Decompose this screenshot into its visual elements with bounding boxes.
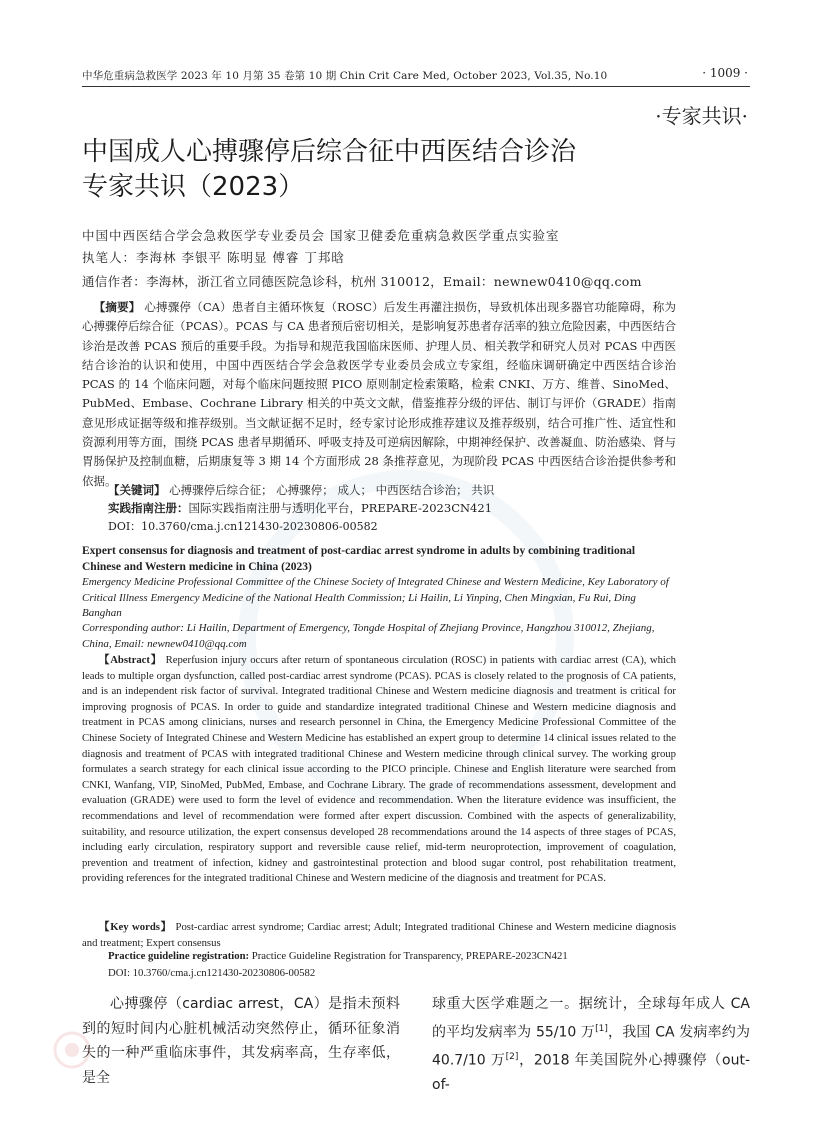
- cn-registration-text: 国际实践指南注册与透明化平台，PREPARE-2023CN421: [188, 501, 493, 515]
- cn-registration-label: 实践指南注册：: [108, 501, 189, 515]
- english-keywords: [82, 919, 676, 951]
- body-column-right: [432, 992, 750, 1097]
- cn-doi: DOI：10.3760/cma.j.cn121430-20230806-00582: [108, 520, 378, 533]
- cn-abstract: [82, 298, 676, 491]
- cn-keywords-text: 心搏骤停后综合征； 心搏骤停； 成人； 中西医结合诊治； 共识: [169, 483, 495, 497]
- english-registration-label: Practice guideline registration:: [108, 950, 250, 962]
- english-authors: Emergency Medicine Professional Committee of the Chinese Society of Integrated Chinese and Western Medicine, Key Laboratory of Critical Illness Emergency Medicine of the National Health Commission; Li Hailin, Li Yinping, Chen Mingxian, Fu Rui, Ding Banghan: [82, 576, 669, 619]
- body-right-text-c: ，2018 年美国院外心搏骤停（out-of-: [432, 1052, 750, 1093]
- cn-abstract-label: 【摘要】: [93, 300, 141, 314]
- section-tag: ·专家共识·: [655, 104, 748, 128]
- english-registration: [108, 950, 568, 962]
- english-keywords-label: 【Key words】: [98, 921, 173, 933]
- english-registration-text: Practice Guideline Registration for Transparency, PREPARE-2023CN421: [251, 950, 568, 962]
- cn-registration: [108, 500, 492, 516]
- english-corresponding-author: Corresponding author: Li Hailin, Department of Emergency, Tongde Hospital of Zhejiang Province, Hangzhou 310012, Zhejiang, China, Email: newnew0410@qq.com: [82, 622, 655, 650]
- cn-abstract-text: 心搏骤停（CA）患者自主循环恢复（ROSC）后发生再灌注损伤，导致机体出现多器官功能障碍，称为心搏骤停后综合征（PCAS）。PCAS 与 CA 患者预后密切相关，是影响复苏患者存活率的独立危险因素，中西医结合诊治是改善 PCAS 预后的重要手段。为指导和规范我国临床医师、护理人员、相关教学和研究人员对 PCAS 中西医结合诊治的认识和使用，中国中西医结合学会急救医学专业委员会成立专家组，经临床调研确定中西医结合诊治 PCAS 的 14 个临床问题，对每个临床问题按照 PICO 原则制定检索策略，检索 CNKI、万方、维普、SinoMed、PubMed、Embase、Cochrane Library 相关的中英文文献，借鉴推荐分级的评估、制订与评价（GRADE）指南意见形成证据等级和推荐级别。当文献证据不足时，经专家讨论形成推荐建议及推荐级别，结合可推广性、适宜性和资源利用等方面，围绕 PCAS 患者早期循环、呼吸支持及可逆病因解除，中期神经保护、改善凝血、防治感染、肾与胃肠保护及控制血糖，后期康复等 3 期 14 个方面形成 28 条推荐意见，为现阶段 PCAS 中西医结合诊治提供参考和依据。: [82, 300, 677, 488]
- article-title: [82, 135, 576, 205]
- english-title: Expert consensus for diagnosis and treatment of post-cardiac arrest syndrome in adults by combining traditional Chinese and Western medicine in China (2023): [82, 545, 636, 573]
- title-line-1: 中国成人心搏骤停后综合征中西医结合诊治: [82, 137, 577, 167]
- body-right-text-a: 球重大医学难题之一。据统计，全球每年成人 CA 的平均发病率为 55/10 万: [432, 996, 750, 1041]
- body-right-text-b: ，我国 CA 发病率约为 40.7/10 万: [432, 1024, 750, 1069]
- citation-2: [2]: [505, 1051, 519, 1062]
- cn-keywords: [108, 482, 494, 498]
- citation-1: [1]: [595, 1023, 608, 1034]
- page-number: · 1009 ·: [702, 66, 748, 80]
- cn-corresponding-author: 通信作者：李海林，浙江省立同德医院急诊科，杭州 310012，Email：newnew0410@qq.com: [82, 274, 642, 289]
- cn-keywords-label: 【关键词】: [108, 483, 166, 497]
- cn-organization: 中国中西医结合学会急救医学专业委员会 国家卫健委危重病急救医学重点实验室: [82, 228, 560, 243]
- cn-authors: 执笔人：李海林 李银平 陈明显 傅睿 丁邦晗: [82, 250, 345, 265]
- english-abstract: [82, 653, 676, 887]
- english-abstract-label: 【Abstract】: [98, 654, 163, 666]
- body-column-left: 心搏骤停（cardiac arrest，CA）是指未预料到的短时间内心脏机械活动突然停止，循环征象消失的一种严重临床事件，其发病率高，生存率低，是全: [82, 996, 400, 1086]
- english-abstract-text: Reperfusion injury occurs after return of spontaneous circulation (ROSC) in patients with cardiac arrest (CA), which leads to multiple organ dysfunction, called post-cardiac arrest syndrome (PCAS). PCAS is closely related to the prognosis of CA patients, and is an independent risk factor of survival. Integrated traditional Chinese and Western medicine diagnosis and treatment is critical for improving prognosis of PCAS. In order to guide and standardize integrated traditional Chinese and Western medicine diagnosis and treatment in PCAS among clinicians, nurses and research personnel in China, the Emergency Medicine Professional Committee of the Chinese Society of Integrated Chinese and Western Medicine has established an expert group to determine 14 clinical issues related to the diagnosis and treatment of PCAS with integrated traditional Chinese and Western medicine through clinical survey. The working group formulates a search strategy for each clinical issue according to the PICO principle. Chinese and English literature were searched from CNKI, Wanfang, VIP, SinoMed, PubMed, Embase, and Cochrane Library. The grade of recommendations assessment, development and evaluation (GRADE) were used to form the level of evidence and recommendation. When the literature evidence was insufficient, the recommendations and level of recommendation were formed after expert discussion. Combined with the aspects of generalizability, suitability, and resource utilization, the expert consensus developed 28 recommendations around the 14 aspects of three stages of PCAS, including early circulation, respiratory support and reversible cause relief, mid-term neuroprotection, improvement of coagulation, prevention and treatment of infection, kidney and gastrointestinal protection and blood sugar control, post rehabilitation treatment, providing references for the integrated traditional Chinese and Western medicine of the diagnosis and treatment for PCAS.: [82, 654, 676, 885]
- journal-header: 中华危重病急救医学 2023 年 10 月第 35 卷第 10 期 Chin Crit Care Med, October 2023, Vol.35, No.10: [82, 70, 608, 82]
- english-doi: DOI: 10.3760/cma.j.cn121430-20230806-00582: [108, 967, 316, 979]
- english-keywords-text: Post-cardiac arrest syndrome; Cardiac arrest; Adult; Integrated traditional Chinese and Western medicine diagnosis and treatment; Expert consensus: [82, 921, 677, 949]
- title-line-2: 专家共识（2023）: [82, 172, 305, 202]
